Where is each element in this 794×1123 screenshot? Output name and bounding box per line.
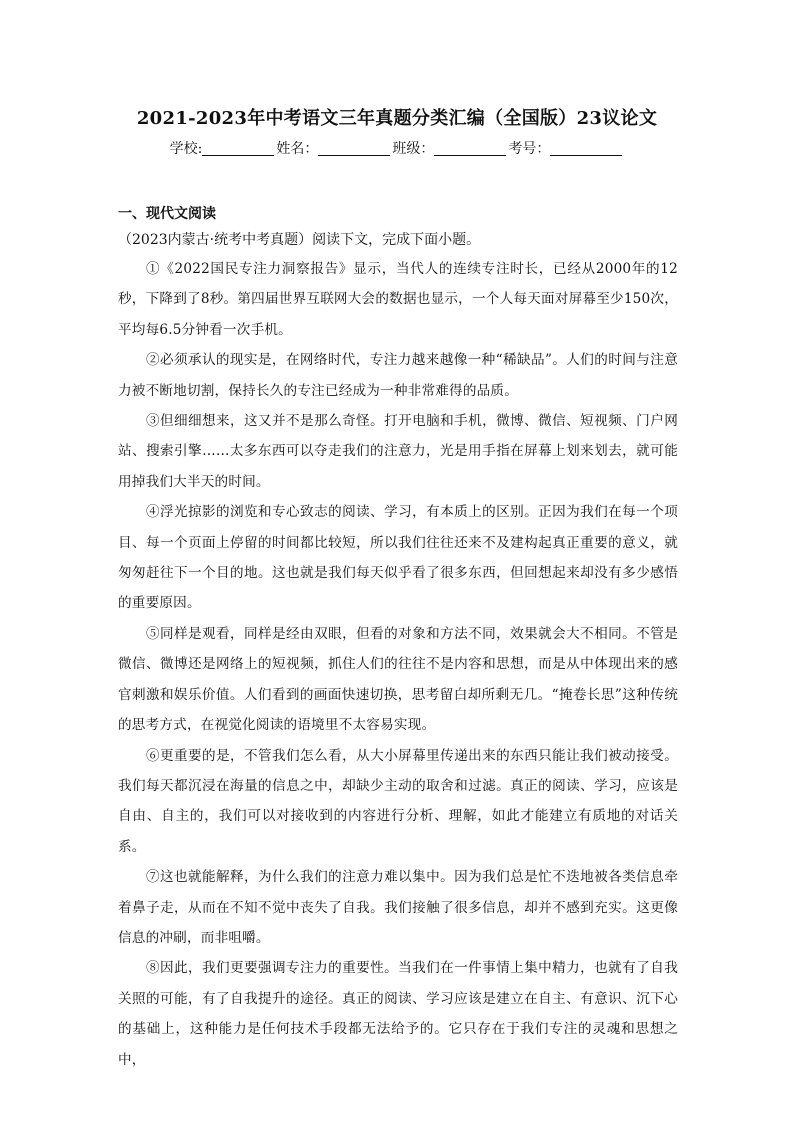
paragraph-8: ⑧因此，我们更要强调专注力的重要性。当我们在一件事情上集中精力，也就有了自我关照的可能，有了自我提升的途径。真正的阅读、学习应该是建立在自主、有意识、沉下心的基础上，这种能力是任何技术手段都无法给予的。它只存在于我们专注的灵魂和思想之中，: [118, 960, 678, 1068]
paragraph-2: ②必须承认的现实是，在网络时代，专注力越来越像一种“稀缺品”。人们的时间与注意力被不断地切割，保持长久的专注已经成为一种非常难得的品质。: [118, 352, 678, 399]
name-label: 姓名：: [276, 141, 319, 157]
paragraph-7: ⑦这也就能解释，为什么我们的注意力难以集中。因为我们总是忙不迭地被各类信息牵着鼻子走，从而在不知不觉中丧失了自我。我们接触了很多信息，却并不感到充实。这更像信息的冲刷，而非咀嚼。: [118, 869, 678, 946]
class-label: 班级：: [392, 141, 435, 157]
exam-number-label: 考号：: [508, 141, 551, 157]
name-blank: [318, 141, 390, 156]
paragraph-4: ④浮光掠影的浏览和专心致志的阅读、学习，有本质上的区别。正因为我们在每一个项目、每一个页面上停留的时间都比较短，所以我们往往还来不及建构起真正重要的意义，就匆匆赶往下一个目的地。这也就是我们每天似乎看了很多东西，但回想起来却没有多少感悟的重要原因。: [118, 504, 678, 612]
paragraph-1: ①《2022国民专注力洞察报告》显示，当代人的连续专注时长，已经从2000年的12秒，下降到了8秒。第四届世界互联网大会的数据也显示，一个人每天面对屏幕至少150次，平均每6.5分钟看一次手机。: [118, 261, 678, 338]
class-blank: [434, 141, 506, 156]
exam-number-blank: [550, 141, 622, 156]
section-heading: 一、现代文阅读: [118, 206, 216, 222]
page-title: 2021-2023年中考语文三年真题分类汇编（全国版）23议论文: [136, 108, 658, 129]
paragraph-5: ⑤同样是观看，同样是经由双眼，但看的对象和方法不同，效果就会大不相同。不管是微信、微博还是网络上的短视频，抓住人们的往往不是内容和思想，而是从中体现出来的感官刺激和娱乐价值。人们看到的画面快速切换，思考留白却所剩无几。“掩卷长思”这种传统的思考方式，在视觉化阅读的语境里不太容易实现。: [118, 625, 678, 734]
school-label: 学校:: [169, 141, 203, 157]
student-info-line: [0, 138, 794, 158]
question-source: （2023内蒙古·统考中考真题）阅读下文，完成下面小题。: [118, 232, 481, 248]
school-blank: [202, 141, 274, 156]
paragraph-6: ⑥更重要的是，不管我们怎么看，从大小屏幕里传递出来的东西只能让我们被动接受。我们每天都沉浸在海量的信息之中，却缺少主动的取舍和过滤。真正的阅读、学习，应该是自由、自主的，我们可以对接收到的内容进行分析、理解，如此才能建立有质地的对话关系。: [118, 747, 678, 855]
paragraph-3: ③但细细想来，这又并不是那么奇怪。打开电脑和手机，微博、微信、短视频、门户网站、搜索引擎……太多东西可以夺走我们的注意力，光是用手指在屏幕上划来划去，就可能用掉我们大半天的时间。: [118, 413, 678, 490]
article-body: [118, 254, 678, 1075]
